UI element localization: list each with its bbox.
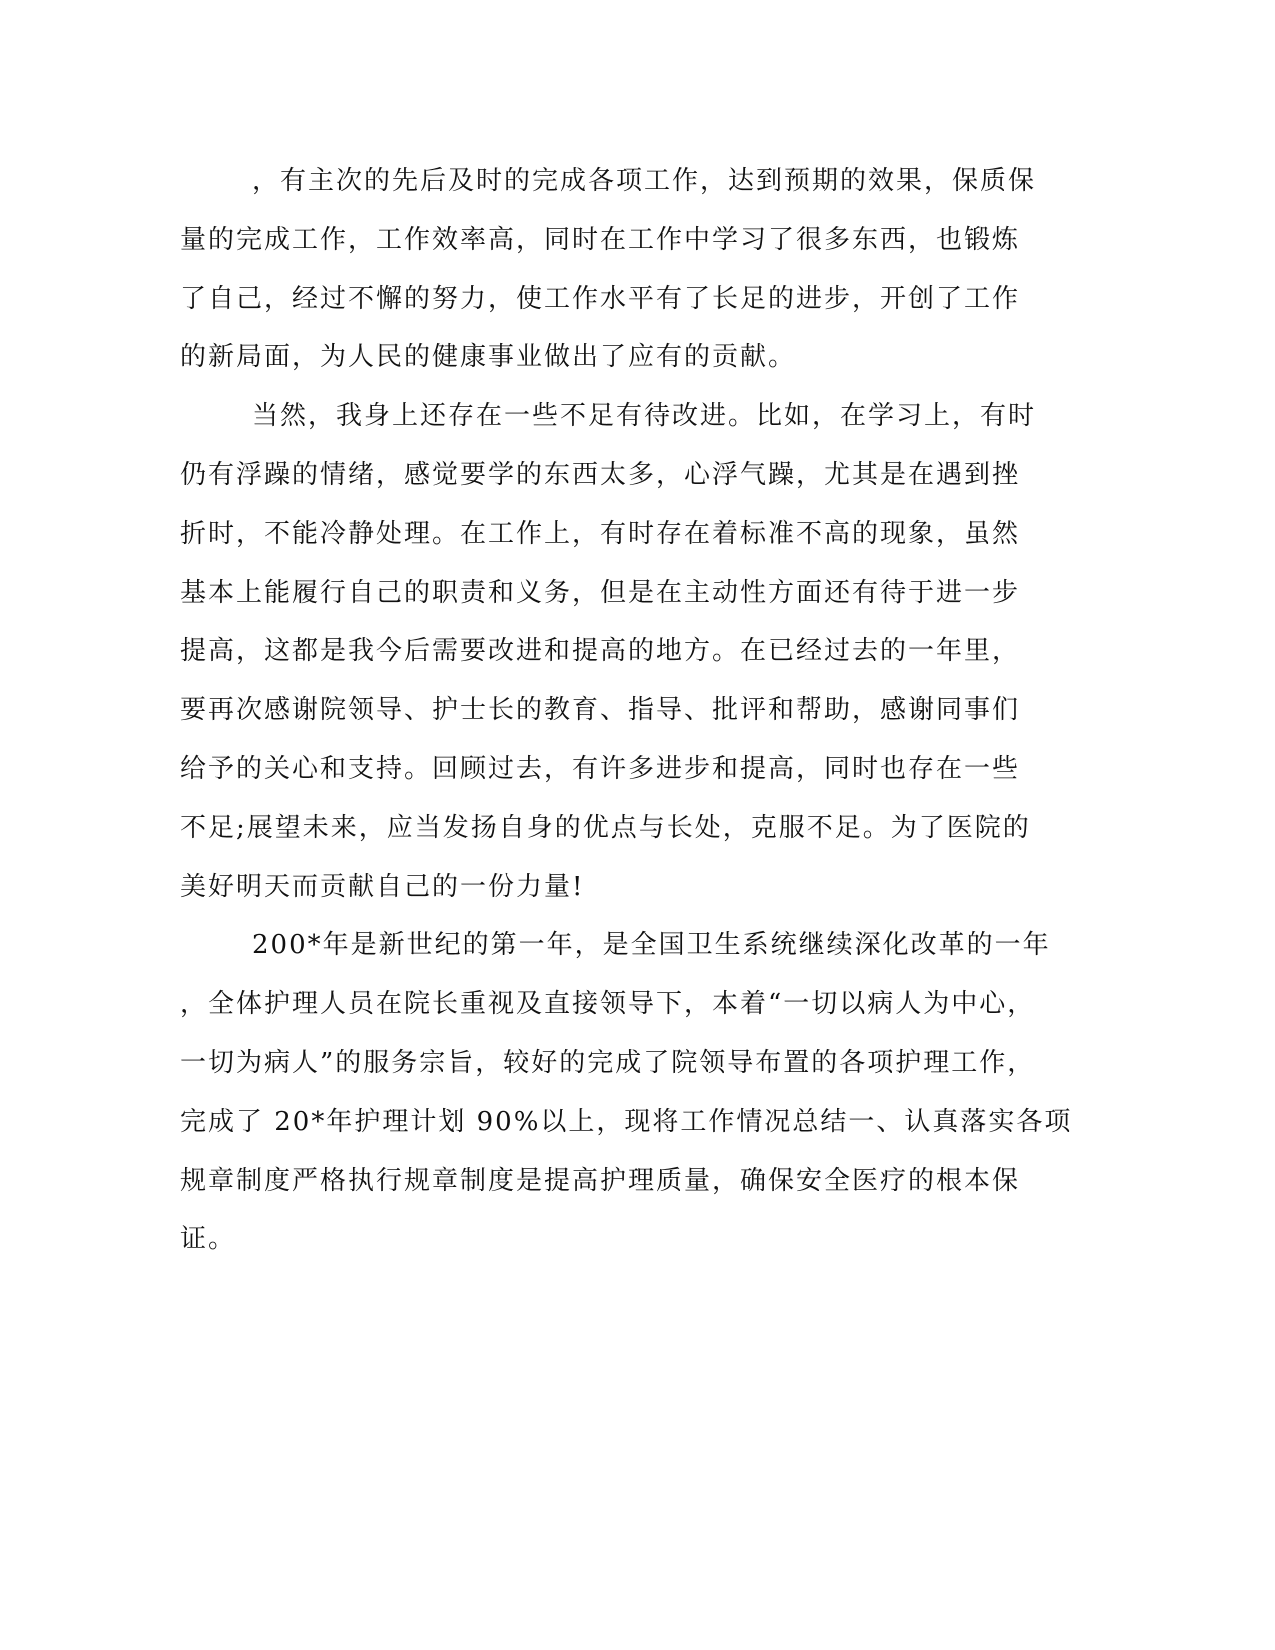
text-line: 不足;展望未来，应当发扬自身的优点与长处，克服不足。为了医院的 [180, 812, 1031, 843]
text-line: 折时，不能冷静处理。在工作上，有时存在着标准不高的现象，虽然 [180, 518, 1021, 549]
text-line: 的新局面，为人民的健康事业做出了应有的贡献。 [180, 342, 797, 373]
text-line: 证。 [180, 1224, 237, 1255]
text-line: 一切为病人”的服务宗旨，较好的完成了院领导布置的各项护理工作， [180, 1047, 1036, 1078]
text-line: ，全体护理人员在院长重视及直接领导下，本着“一切以病人为中心， [180, 989, 1036, 1020]
text-line: ，有主次的先后及时的完成各项工作，达到预期的效果，保质保 [252, 166, 1037, 196]
text-line: 量的完成工作，工作效率高，同时在工作中学习了很多东西，也锻炼 [180, 224, 1021, 255]
text-line: 美好明天而贡献自己的一份力量! [180, 871, 585, 902]
text-line: 提高，这都是我今后需要改进和提高的地方。在已经过去的一年里， [180, 636, 1021, 667]
text-line: 了自己，经过不懈的努力，使工作水平有了长足的进步，开创了工作 [180, 283, 1021, 314]
text-line: 200*年是新世纪的第一年，是全国卫生系统继续深化改革的一年 [252, 930, 1051, 961]
text-line: 完成了 20*年护理计划 90%以上，现将工作情况总结一、认真落实各项 [180, 1106, 1073, 1137]
document-body [180, 152, 1073, 1269]
text-line: 规章制度严格执行规章制度是提高护理质量，确保安全医疗的根本保 [180, 1165, 1021, 1196]
text-line: 给予的关心和支持。回顾过去，有许多进步和提高，同时也存在一些 [180, 753, 1021, 784]
text-line: 当然，我身上还存在一些不足有待改进。比如，在学习上，有时 [252, 401, 1037, 432]
text-line: 要再次感谢院领导、护士长的教育、指导、批评和帮助，感谢同事们 [180, 695, 1021, 726]
text-line: 仍有浮躁的情绪，感觉要学的东西太多，心浮气躁，尤其是在遇到挫 [180, 459, 1021, 490]
text-line: 基本上能履行自己的职责和义务，但是在主动性方面还有待于进一步 [180, 577, 1021, 608]
